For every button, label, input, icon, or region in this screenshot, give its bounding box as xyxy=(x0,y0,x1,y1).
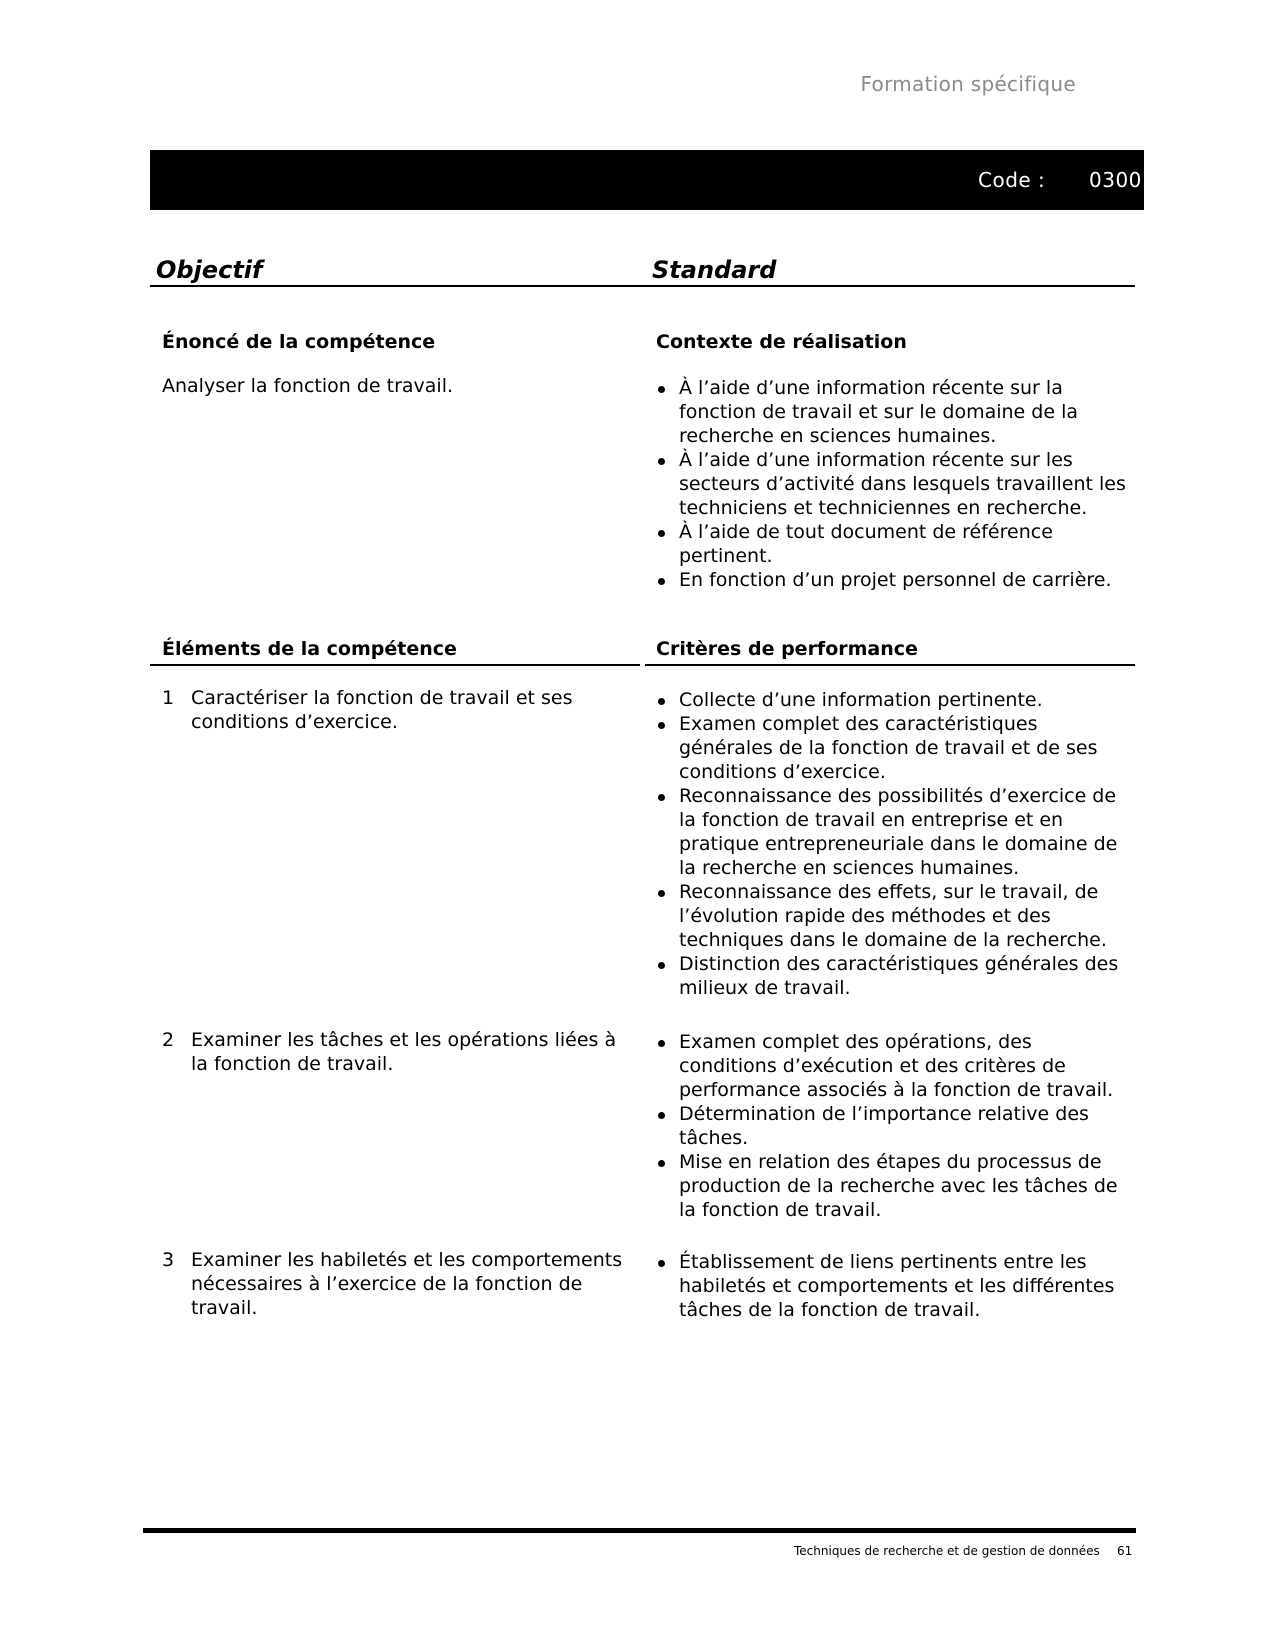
elements-heading: Éléments de la compétence xyxy=(162,638,457,660)
code-bar xyxy=(150,150,1144,210)
criterion-item: Mise en relation des étapes du processus de production de la recherche avec les tâches de la fonction de travail. xyxy=(656,1150,1132,1222)
contexte-item: En fonction d’un projet personnel de carrière. xyxy=(656,568,1132,592)
contexte-item: À l’aide de tout document de référence pertinent. xyxy=(656,520,1132,568)
element-text: Examiner les habiletés et les comportements nécessaires à l’exercice de la fonction de travail. xyxy=(191,1249,623,1319)
section-title: Formation spécifique xyxy=(860,72,1076,96)
criterion-item: Examen complet des caractéristiques générales de la fonction de travail et de ses conditions d’exercice. xyxy=(656,712,1132,784)
code-value: 0300 xyxy=(1089,168,1142,192)
element-item xyxy=(162,1248,632,1320)
enonce-heading: Énoncé de la compétence xyxy=(162,331,436,353)
contexte-list xyxy=(656,376,1132,592)
criteria-list xyxy=(656,1030,1132,1222)
element-text: Caractériser la fonction de travail et ses conditions d’exercice. xyxy=(191,687,573,733)
objectif-heading: Objectif xyxy=(156,256,263,284)
criterion-item: Collecte d’une information pertinente. xyxy=(656,688,1132,712)
criteria-list xyxy=(656,1250,1132,1322)
element-item xyxy=(162,686,632,734)
criterion-item: Examen complet des opérations, des conditions d’exécution et des critères de performance associés à la fonction de travail. xyxy=(656,1030,1132,1102)
contexte-item: À l’aide d’une information récente sur la fonction de travail et sur le domaine de la recherche en sciences humaines. xyxy=(656,376,1132,448)
element-number: 2 xyxy=(162,1029,175,1051)
criterion-item: Distinction des caractéristiques générales des milieux de travail. xyxy=(656,952,1132,1000)
element-text: Examiner les tâches et les opérations liées à la fonction de travail. xyxy=(191,1029,617,1075)
contexte-item: À l’aide d’une information récente sur les secteurs d’activité dans lesquels travaillent les techniciens et techniciennes en recherche. xyxy=(656,448,1132,520)
element-number: 1 xyxy=(162,687,175,709)
criterion-item: Établissement de liens pertinents entre les habiletés et comportements et les différentes tâches de la fonction de travail. xyxy=(656,1250,1132,1322)
standard-heading: Standard xyxy=(652,256,777,284)
footer-rule xyxy=(143,1528,1136,1533)
criterion-item: Reconnaissance des possibilités d’exercice de la fonction de travail en entreprise et en pratique entrepreneuriale dans le domaine de la recherche en sciences humaines. xyxy=(656,784,1132,880)
code-label: Code : xyxy=(978,168,1046,192)
criterion-item: Détermination de l’importance relative des tâches. xyxy=(656,1102,1132,1150)
criteres-rule xyxy=(645,664,1135,666)
contexte-heading: Contexte de réalisation xyxy=(656,331,907,353)
element-item xyxy=(162,1028,632,1076)
footer-title: Techniques de recherche et de gestion de données xyxy=(794,1544,1100,1558)
page-number: 61 xyxy=(1117,1544,1133,1558)
criteres-heading: Critères de performance xyxy=(656,638,918,660)
heading-rule xyxy=(150,285,1135,287)
elements-rule xyxy=(150,664,640,666)
criterion-item: Reconnaissance des effets, sur le travail, de l’évolution rapide des méthodes et des techniques dans le domaine de la recherche. xyxy=(656,880,1132,952)
criteria-list xyxy=(656,688,1132,1000)
enonce-text: Analyser la fonction de travail. xyxy=(162,375,454,397)
element-number: 3 xyxy=(162,1249,175,1271)
